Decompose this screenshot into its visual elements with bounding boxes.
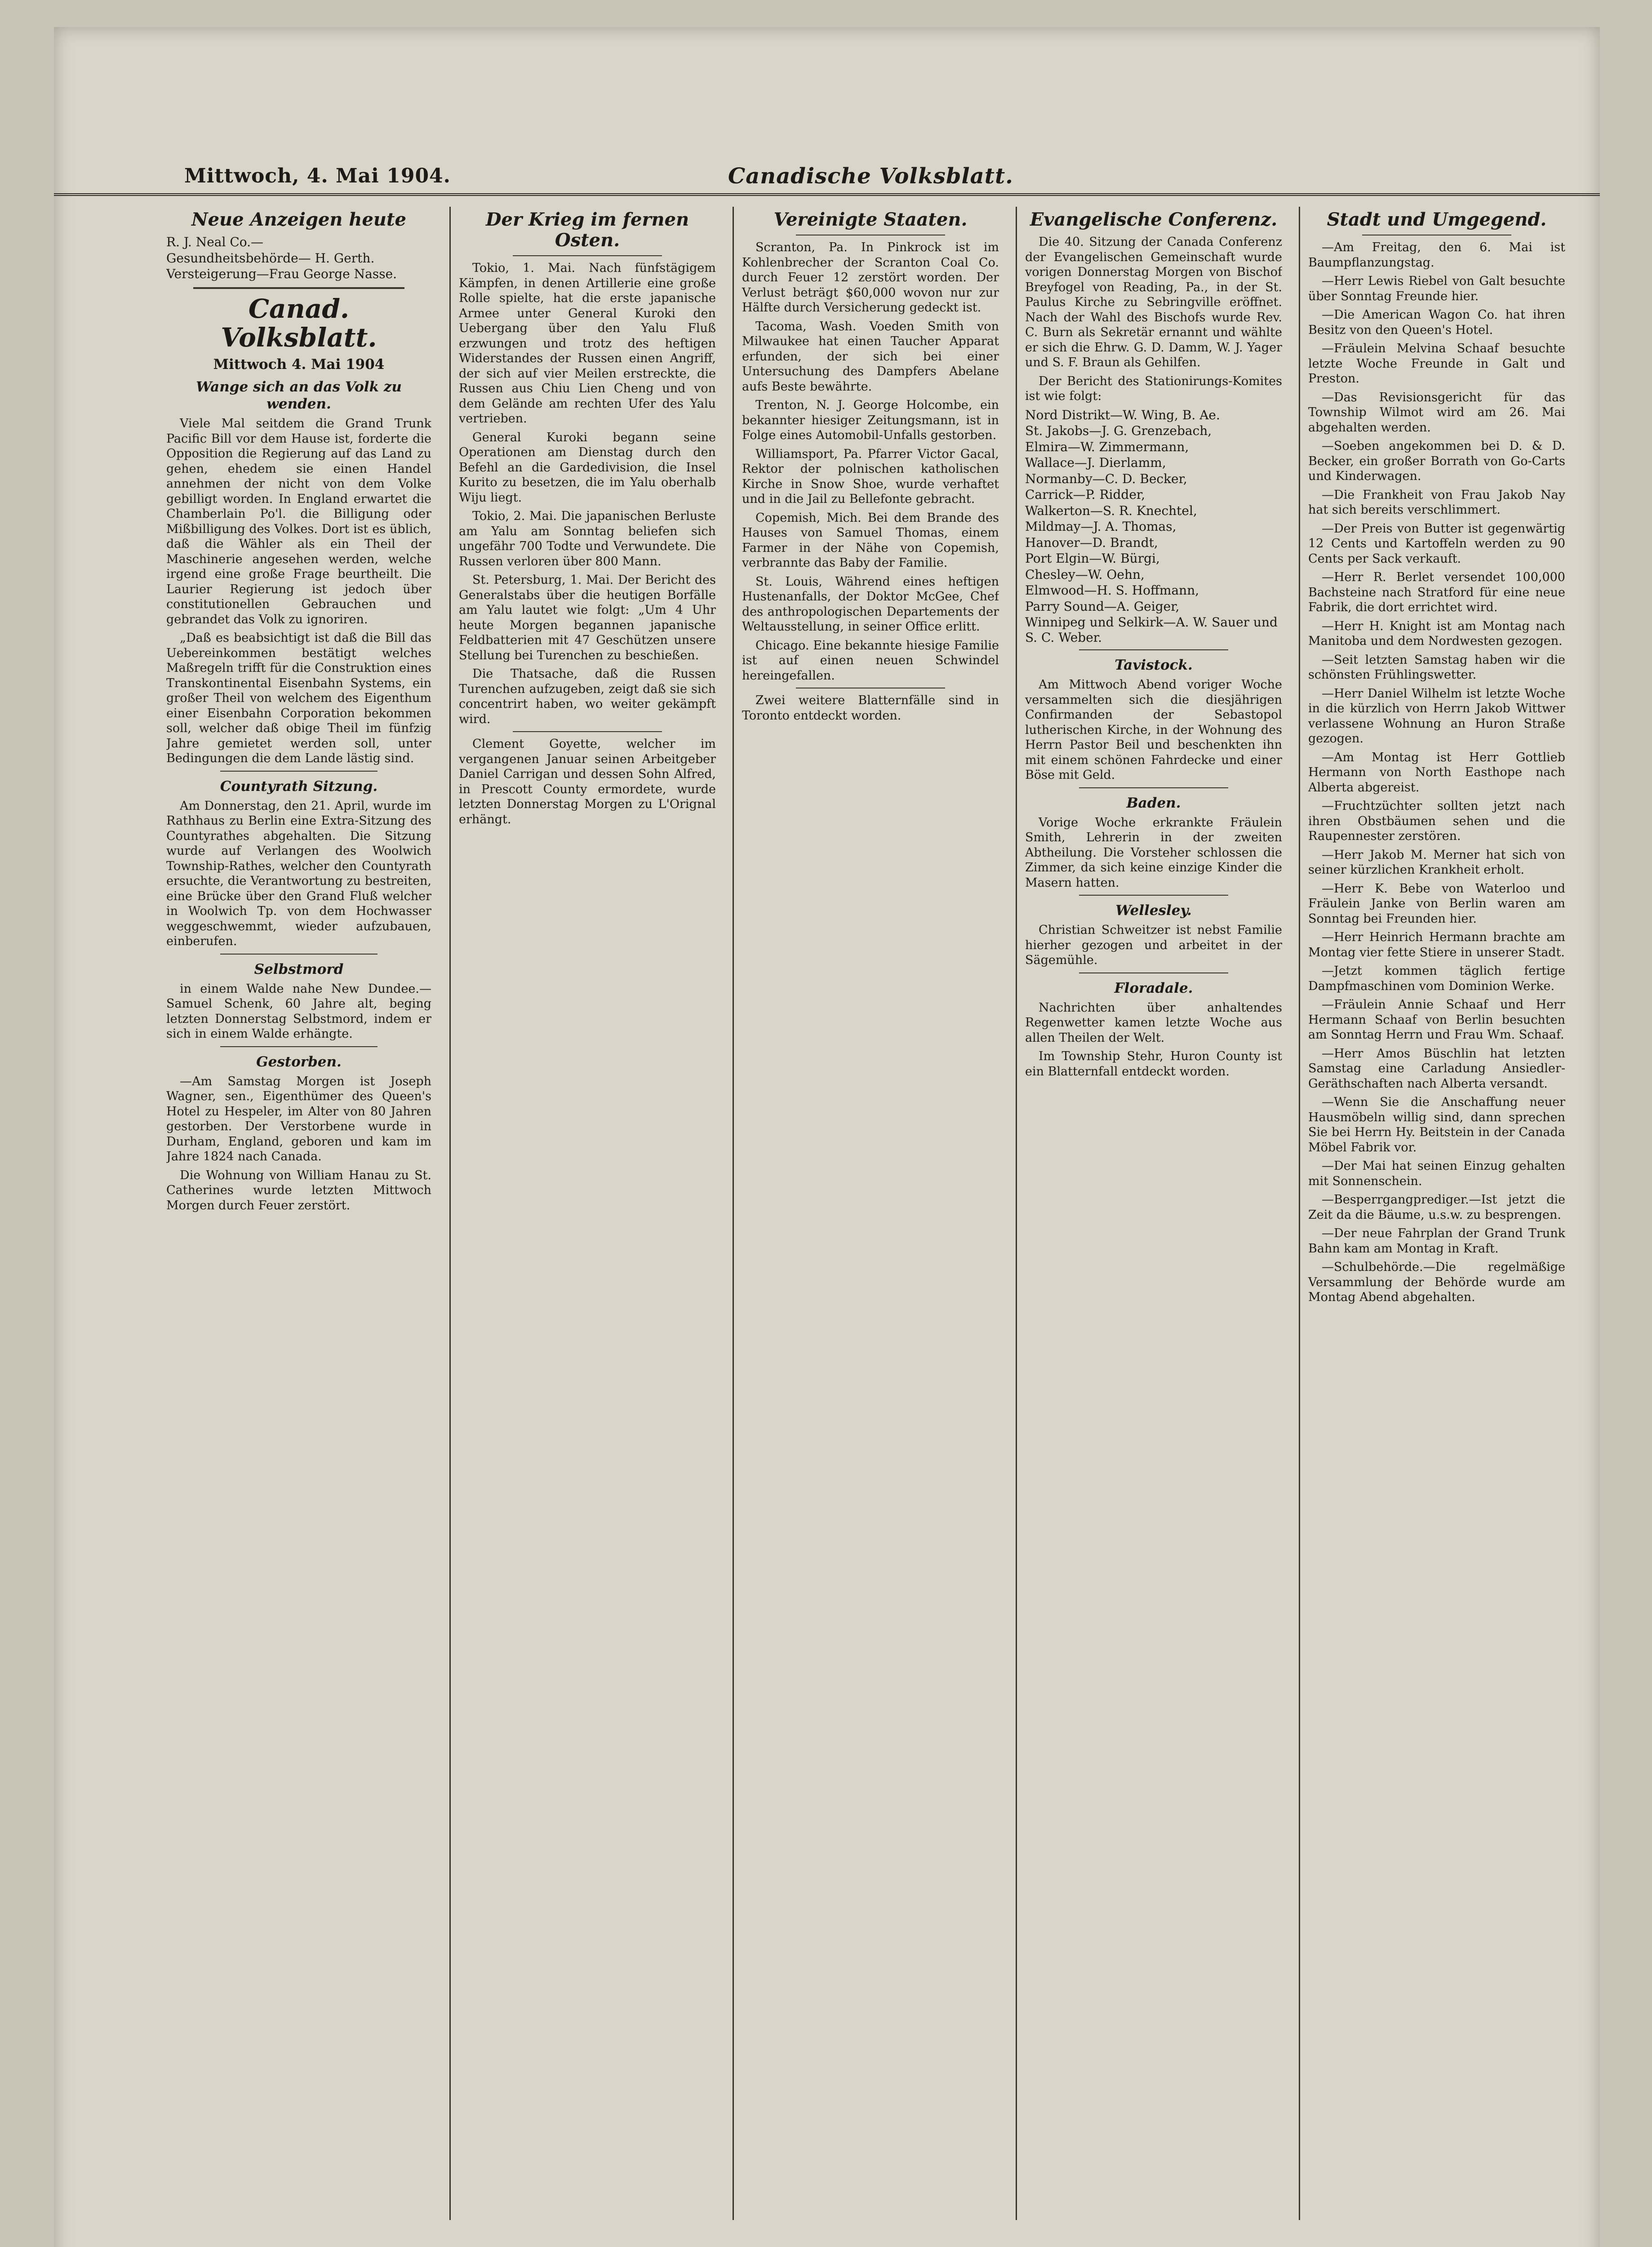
fire-text: Die Wohnung von William Hanau zu St. Catherines wurde letzten Mittwoch Morgen durch Feuer zerstört. [166,1168,431,1212]
local-item: —Herr Jakob M. Merner hat sich von seiner kürzlichen Krankheit erholt. [1308,848,1565,877]
us-news-paragraph: Copemish, Mich. Bei dem Brande des Hauses von Samuel Thomas, einem Farmer in der Nähe von Copemish, verbrannte das Baby der Familie. [742,511,999,570]
baden-title: Baden. [1126,795,1181,811]
local-item: —Herr H. Knight ist am Montag nach Manitoba und dem Nordwesten gezogen. [1308,619,1565,648]
newspaper-page [54,27,1600,2247]
local-item: —Soeben angekommen bei D. & D. Becker, ein großer Borrath von Go-Carts und Kinderwagen. [1308,439,1565,483]
local-item: —Der neue Fahrplan der Grand Trunk Bahn kam am Montag in Kraft. [1308,1226,1565,1256]
local-item: —Der Mai hat seinen Einzug gehalten mit Sonnenschein. [1308,1159,1565,1188]
station-line: Elmira—W. Zimmermann, [1025,439,1189,454]
divider [220,771,377,772]
conference-title: Evangelische Conferenz. [1030,209,1278,230]
lead-article-paragraph: Viele Mal seitdem die Grand Trunk Pacific Bill vor dem Hause ist, forderte die Opposition die Regierung auf das Land zu gehen, ehedem sie einen Handel annehmen der nicht von dem Volke gebilligt worden. In England erwartet die Chamberlain Po'l. die Billigung oder Mißbilligung des Volkes. Dort ist es üblich, daß die Wähler als ein Theil der Maschinerie angesehen werden, welche irgend eine große Frage beurtheilt. Die Laurier Regierung ist jedoch über constitutionellen Gebrauchen und gebrandet das Volk zu ignoriren. [166,417,431,626]
local-item: —Wenn Sie die Anschaffung neuer Hausmöbeln willig sind, dann sprechen Sie bei Herrn Hy. Beitstein in der Canada Möbel Fabrik vor. [1308,1095,1565,1155]
local-news-title: Stadt und Umgegend. [1327,209,1547,230]
page-header [54,162,1600,196]
deceased-text: —Am Samstag Morgen ist Joseph Wagner, sen., Eigenthümer des Queen's Hotel zu Hespeler, im Alter von 80 Jahren gestorben. Der Verstorbene wurde in Durham, England, geboren und kam im Jahre 1824 nach Canada. [166,1074,431,1163]
council-title: Countyrath Sitzung. [220,778,378,795]
us-news-paragraph: Trenton, N. J. George Holcombe, ein bekannter hiesiger Zeitungsmann, ist in Folge eines Automobil-Unfalls gestorben. [742,398,999,442]
column-1 [166,207,431,2220]
us-news-paragraph: Scranton, Pa. In Pinkrock ist im Kohlenbrecher der Scranton Coal Co. durch Feuer 12 zerstört worden. Der Verlust beträgt $60,000 wovon nur zur Hälfte durch Versicherung gedeckt ist. [742,240,999,315]
local-item: —Herr Daniel Wilhelm ist letzte Woche in die kürzlich von Herrn Jakob Wittwer verlassene Wohnung an Huron Straße gezogen. [1308,686,1565,746]
wellesley-text: Christian Schweitzer ist nebst Familie hierher gezogen und arbeitet in der Sägemühle. [1025,923,1282,967]
ad-line: Gesundheitsbehörde— H. Gerth. [166,250,375,266]
local-item: —Fruchtzüchter sollten jetzt nach ihren Obstbäumen sehen und die Raupennester zerstören. [1308,799,1565,843]
suicide-text: in einem Walde nahe New Dundee.—Samuel Schenk, 60 Jahre alt, beging letzten Donnerstag Selbstmord, indem er sich in einem Walde erhängte. [166,981,431,1041]
us-news-paragraph: Tacoma, Wash. Voeden Smith von Milwaukee hat einen Taucher Apparat erfunden, der sich bei einer Untersuchung des Dampfers Abelane aufs Beste bewährte. [742,319,999,394]
divider [513,255,662,256]
station-line: Hanover—D. Brandt, [1025,535,1158,550]
masthead: Canad. Volksblatt. [221,293,377,353]
war-paragraph: St. Petersburg, 1. Mai. Der Bericht des Generalstabs über die heutigen Borfälle am Yalu lautet wie folgt: „Um 4 Uhr heute Morgen begannen japanische Feldbatterien mit 47 Geschützen unsere Stellung bei Turenchen zu beschießen. [459,573,716,662]
us-news-title: Vereinigte Staaten. [773,209,968,230]
deceased-title: Gestorben. [256,1053,342,1070]
obit-text: Clement Goyette, welcher im vergangenen Januar seinen Arbeitgeber Daniel Carrigan und dessen Sohn Alfred, in Prescott County ermordete, wurde letzten Donnerstag Morgen zu L'Orignal erhängt. [459,737,716,826]
closing-note: Im Township Stehr, Huron County ist ein Blatternfall entdeckt worden. [1025,1049,1282,1079]
floradale-title: Floradale. [1114,980,1193,996]
station-line: Port Elgin—W. Bürgi, [1025,551,1160,566]
tavistock-text: Am Mittwoch Abend voriger Woche versammelten sich die diesjährigen Confirmanden der Sebastopol lutherischen Kirche, in der Wohnung des Herrn Pastor Beil und beschenkten ihn mit einem schönen Fahrdecke und einer Böse mit Geld. [1025,678,1282,782]
local-item: —Schulbehörde.—Die regelmäßige Versammlung der Behörde wurde am Montag Abend abgehalten. [1308,1260,1565,1304]
column-3 [733,207,999,2220]
divider [220,1046,377,1047]
local-item: —Fräulein Melvina Schaaf besuchte letzte Woche Freunde in Galt und Preston. [1308,342,1565,386]
local-item: —Jetzt kommen täglich fertige Dampfmaschinen vom Dominion Werke. [1308,964,1565,993]
issue-date: Mittwoch, 4. Mai 1904. [184,164,451,187]
masthead-date: Mittwoch 4. Mai 1904 [213,356,385,373]
closing-note: Zwei weitere Blatternfälle sind in Toronto entdeckt worden. [742,693,999,723]
conference-text: Die 40. Sitzung der Canada Conferenz der Evangelischen Gemeinschaft wurde vorigen Donnerstag Morgen von Bischof Breyfogel von Reading, Pa., in der St. Paulus Kirche zu Sebringville eröffnet. Nach der Wahl des Bischofs wurde Rev. C. Burn als Sekretär ernannt und wählte er sich die Ehrw. G. D. Damm, W. J. Yager und S. F. Braun als Gehilfen. [1025,235,1282,369]
local-item: —Seit letzten Samstag haben wir die schönsten Frühlingswetter. [1308,653,1565,682]
local-item: —Herr K. Bebe von Waterloo und Fräulein Janke von Berlin waren am Sonntag bei Freunden hier. [1308,881,1565,926]
divider [193,287,404,289]
column-4 [1016,207,1282,2220]
local-item: —Herr Heinrich Hermann brachte am Montag vier fette Stiere in unserer Stadt. [1308,930,1565,959]
column-5 [1299,207,1565,2220]
us-news-paragraph: Chicago. Eine bekannte hiesige Familie ist auf einen neuen Schwindel hereingefallen. [742,638,999,683]
stations-intro: Der Bericht des Stationirungs-Komites ist wie folgt: [1025,374,1282,403]
war-paragraph: Tokio, 2. Mai. Die japanischen Berluste am Yalu am Sonntag beliefen sich ungefähr 700 Todte und Verwundete. Die Russen verloren über 800 Mann. [459,509,716,568]
station-line: Elmwood—H. S. Hoffmann, [1025,583,1199,598]
station-line: Chesley—W. Oehn, [1025,567,1145,582]
local-item: —Das Revisionsgericht für das Township Wilmot wird am 26. Mai abgehalten werden. [1308,390,1565,435]
station-line: Carrick—P. Ridder, [1025,487,1146,502]
divider [1079,649,1228,650]
station-line: St. Jakobs—J. G. Grenzebach, [1025,423,1212,438]
station-line: Normanby—C. D. Becker, [1025,471,1187,486]
paper-name: Canadische Volksblatt. [728,164,1013,189]
station-line: Parry Sound—A. Geiger, [1025,599,1180,614]
ad-line: Versteigerung—Frau George Nasse. [166,266,397,281]
floradale-text: Nachrichten über anhaltendes Regenwetter kamen letzte Woche aus allen Theilen der Welt. [1025,1000,1282,1045]
local-item: —Am Freitag, den 6. Mai ist Baumpflanzungstag. [1308,240,1565,270]
divider [1079,895,1228,896]
local-item: —Herr Lewis Riebel von Galt besuchte über Sonntag Freunde hier. [1308,274,1565,303]
station-line: Mildmay—J. A. Thomas, [1025,519,1177,534]
local-item: —Die American Wagon Co. hat ihren Besitz von den Queen's Hotel. [1308,308,1565,337]
column-2 [449,207,716,2220]
war-paragraph: Die Thatsache, daß die Russen Turenchen aufzugeben, zeigt daß sie sich concentrirt haben, wo weiter gekämpft wird. [459,667,716,726]
us-news-paragraph: St. Louis, Während eines heftigen Hustenanfalls, der Doktor McGee, Chef des anthropologischen Departements der Weltausstellung, in seiner Office erlitt. [742,574,999,634]
local-item: —Herr R. Berlet versendet 100,000 Bachsteine nach Stratford für eine neue Fabrik, die dort errichtet wird. [1308,570,1565,614]
station-line: Winnipeg und Selkirk—A. W. Sauer und S. C. Weber. [1025,615,1278,645]
local-item: —Fräulein Annie Schaaf und Herr Hermann Schaaf von Berlin besuchten am Sonntag Herrn und Frau Wm. Schaaf. [1308,998,1565,1042]
ads-heading: Neue Anzeigen heute [191,209,406,230]
divider [1079,787,1228,788]
local-item: —Herr Amos Büschlin hat letzten Samstag eine Carladung Ansiedler-Geräthschaften nach Alberta versandt. [1308,1046,1565,1091]
suicide-title: Selbstmord [254,961,344,977]
divider [220,954,377,955]
station-line: Nord Distrikt—W. Wing, B. Ae. [1025,407,1220,422]
local-item: —Die Frankheit von Frau Jakob Nay hat sich bereits verschlimmert. [1308,488,1565,517]
war-paragraph: General Kuroki begann seine Operationen am Dienstag durch den Befehl an die Gardedivision, die Insel Kurito zu besetzen, die im Yalu oberhalb Wiju liegt. [459,430,716,505]
local-item: —Besperrgangprediger.—Ist jetzt die Zeit da die Bäume, u.s.w. zu besprengen. [1308,1193,1565,1222]
baden-text: Vorige Woche erkrankte Fräulein Smith, Lehrerin in der zweiten Abtheilung. Die Vorsteher schlossen die Zimmer, da sich keine einzige Kinder die Masern hatten. [1025,815,1282,890]
station-line: Wallace—J. Dierlamm, [1025,455,1166,470]
divider [513,731,662,732]
war-paragraph: Tokio, 1. Mai. Nach fünfstägigem Kämpfen, in denen Artillerie eine große Rolle spielte, hat die erste japanische Armee unter General Kuroki den Uebergang über den Yalu Fluß erzwungen und trotz des heftigen Widerstandes der Russen einen Angriff, der sich auf vier Meilen erstreckte, die Russen aus Chiu Lien Cheng und von dem Gelände am rechten Ufer des Yalu vertrieben. [459,261,716,426]
local-item: —Am Montag ist Herr Gottlieb Hermann von North Easthope nach Alberta abgereist. [1308,750,1565,795]
local-item: —Der Preis von Butter ist gegenwärtig 12 Cents und Kartoffeln werden zu 90 Cents per Sack verkauft. [1308,521,1565,566]
us-news-paragraph: Williamsport, Pa. Pfarrer Victor Gacal, Rektor der polnischen katholischen Kirche in Snow Shoe, wurde verhaftet und in die Jail zu Bellefonte gebracht. [742,447,999,506]
war-title: Der Krieg im fernen Osten. [485,209,689,251]
ad-line: R. J. Neal Co.— [166,235,264,249]
lead-article-title: Wange sich an das Volk zu wenden. [196,379,402,412]
lead-article-paragraph: „Daß es beabsichtigt ist daß die Bill das Uebereinkommen bestätigt welches Maßregeln trifft für die Construktion eines Transkontinental Eisenbahn Systems, ein großer Theil von welchem des Eigenthum einer Eisenbahn Corporation bekommen soll, welcher daß obige Theil im fünfzig Jahre gemietet werden soll, unter Bedingungen die dem Lande lästig sind. [166,631,431,765]
station-line: Walkerton—S. R. Knechtel, [1025,503,1197,518]
wellesley-title: Wellesley. [1115,902,1192,919]
tavistock-title: Tavistock. [1115,657,1193,673]
council-text: Am Donnerstag, den 21. April, wurde im Rathhaus zu Berlin eine Extra-Sitzung des Countyrathes abgehalten. Die Sitzung wurde auf Verlangen des Woolwich Township-Rathes, welcher den Countyrath ersuchte, die Verantwortung zu bestreiten, eine Brücke über den Grand Fluß welcher in Woolwich Tp. von dem Hochwasser weggeschwemmt, wieder aufzubauen, einberufen. [166,799,431,948]
columns [166,207,1573,2220]
